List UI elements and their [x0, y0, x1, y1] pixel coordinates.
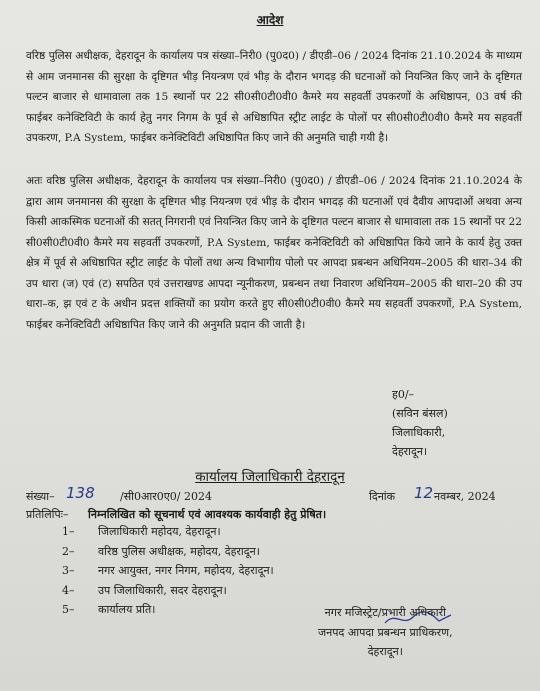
- date-rest: नवम्बर, 2024: [434, 490, 496, 503]
- reference-number: 138: [66, 484, 95, 502]
- copy-list: [62, 522, 274, 620]
- reference-prefix: संख्या–: [26, 490, 55, 503]
- signer2-line1: नगर मजिस्ट्रेट/प्रभारी अधिकारी: [324, 606, 446, 619]
- date-day: 12: [414, 484, 434, 502]
- date-label: दिनांक: [369, 490, 396, 503]
- signer-designation: जिलाधिकारी,: [392, 426, 446, 439]
- list-item: 3– नगर आयुक्त, नगर निगम, महोदय, देहरादून।: [62, 564, 274, 577]
- order-title: आदेश: [256, 13, 284, 27]
- signature-mark: ह0/–: [392, 388, 415, 401]
- signer-name: (सविन बंसल): [392, 407, 448, 420]
- paragraph-request: वरिष्ठ पुलिस अधीक्षक, देहरादून के कार्यालय पत्र संख्या–निरी0 (पु0द0) / डीएडी–06 / 2024 दिनांक 21.10.2024 के माध्यम से आम जनमानस की सुरक्षा के दृष्टिगत भीड़ नियन्त्रण एवं भीड़ के दौरान भगदड़ की घटनाओं को नियन्त्रित किए जाने के दृष्टिगत पल्टन बाजार से धामावाला तक 15 स्थानों पर 22 सी0सी0टी0वी0 कैमरे मय सहवर्ती उपकरणों के अधिष्ठापन, 03 वर्ष की फाईबर कनेक्टिविटी के कार्य हेतु नगर निगम के पूर्व से अधिष्ठापित स्ट्रीट लाईट के पोलों पर सी0सी0टी0वी0 कैमरे मय सहवर्ती उपकरण, P.A System, फाईबर कनेक्टिविटी अधिष्ठापित किए जाने की अनुमति चाही गयी है।: [26, 50, 522, 144]
- district-magistrate-signature-block: [392, 385, 448, 461]
- reference-suffix: /सी0आर0ए0/ 2024: [120, 490, 213, 503]
- list-item: 1– जिलाधिकारी महोदय, देहरादून।: [62, 525, 221, 538]
- reference-line: [26, 484, 522, 507]
- paragraph-permission: अतः वरिष्ठ पुलिस अधीक्षक, देहरादून के कार्यालय पत्र संख्या–निरी0 (पु0द0) / डीएडी–06 / 2024 दिनांक 21.10.2024 के द्वारा आम जनमानस की सुरक्षा के दृष्टिगत भीड़ नियन्त्रण एवं भीड़ के दौरान भगदड़ की घटनाओं एवं दैवीय आपदाओं अथवा अन्य किसी आकस्मिक घटनाओं की सतत् निगरानी एवं नियन्त्रित किए जाने के दृष्टिगत पल्टन बाजार से धामावाला तक 15 स्थानों पर 22 सी0सी0टी0वी0 कैमरे मय सहवर्ती उपकरणों, P.A System, फाईबर कनेक्टिविटी को अधिष्ठापित किये जाने के कार्य हेतु उक्त क्षेत्र में पूर्व से अधिष्ठापित स्ट्रीट लाईट के पोलों तथा अन्य विभागीय पोलो पर आपदा प्रबन्धन अधिनियम–2005 की धारा–34 की उप धारा (ज) एवं (ट) सपठित एवं उत्तराखण्ड आपदा न्यूनीकरण, प्रबन्धन तथा निवारण अधिनियम–2005 की धारा–20 की उप धारा–क, झ एवं ट के अधीन प्रदत्त शक्तियों का प्रयोग करते हुए सी0सी0टी0वी0 कैमरे मय सहवर्ती उपकरणों, P.A System, फाईबर कनेक्टिविटी अधिष्ठापित किए जाने की अनुमति प्रदान की जाती है।: [26, 175, 522, 331]
- signer2-line2: जनपद आपदा प्रबन्धन प्राधिकरण,: [318, 625, 453, 639]
- city-magistrate-signature-block: [318, 603, 453, 662]
- office-heading: कार्यालय जिलाधिकारी देहरादून: [195, 469, 345, 485]
- list-item: 2– वरिष्ठ पुलिस अधीक्षक, महोदय, देहरादून।: [62, 544, 260, 558]
- list-item: 5– कार्यालय प्रति।: [62, 603, 156, 616]
- signer2-line3: देहरादून।: [367, 645, 403, 658]
- list-item: 4– उप जिलाधिकारी, सदर देहरादून।: [62, 583, 227, 597]
- copy-label: प्रतिलिपिः–: [26, 508, 69, 521]
- signer-place: देहरादून।: [392, 445, 428, 458]
- copy-intro: निम्नलिखित को सूचनार्थ एवं आवश्यक कार्यवाही हेतु प्रेषित।: [88, 508, 327, 521]
